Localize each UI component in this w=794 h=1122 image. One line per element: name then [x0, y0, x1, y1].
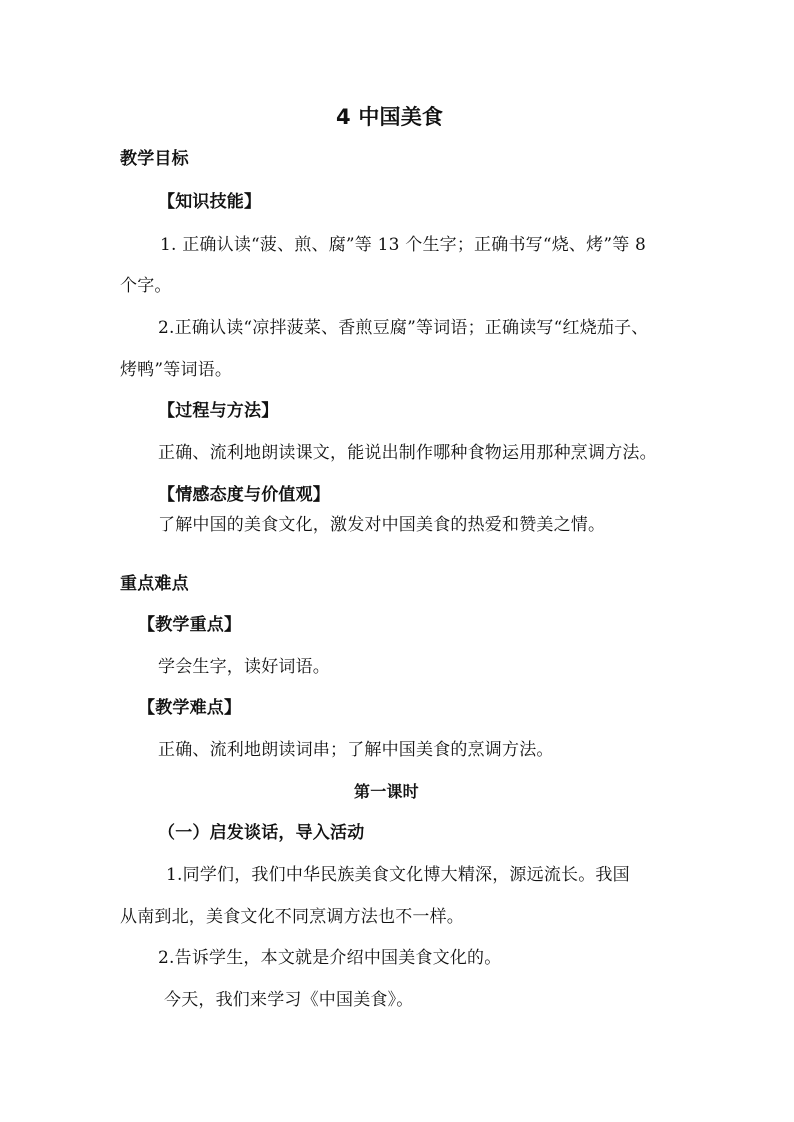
- subheading-emotion: 【情感态度与价值观】: [158, 485, 330, 505]
- page-title: 4 中国美食: [336, 105, 444, 129]
- section-heading-goals: 教学目标: [120, 149, 189, 169]
- knowledge-item-1-line-2: 个字。: [120, 276, 172, 296]
- emotion-text: 了解中国的美食文化，激发对中国美食的热爱和赞美之情。: [158, 515, 606, 535]
- subheading-knowledge: 【知识技能】: [158, 192, 262, 212]
- knowledge-item-2-line-2: 烤鸭”等词语。: [120, 360, 233, 380]
- part-heading: （一）启发谈话，导入活动: [158, 823, 365, 843]
- part-item-2: 2.告诉学生，本文就是介绍中国美食文化的。: [158, 948, 502, 968]
- subheading-focus: 【教学重点】: [138, 615, 242, 635]
- part-item-1-line-2: 从南到北，美食文化不同烹调方法也不一样。: [120, 907, 464, 927]
- part-item-3: 今天，我们来学习《中国美食》。: [164, 990, 414, 1010]
- focus-text: 学会生字，读好词语。: [158, 657, 330, 677]
- part-item-1-line-1: 1.同学们，我们中华民族美食文化博大精深，源远流长。我国: [166, 865, 630, 885]
- section-heading-key-points: 重点难点: [120, 574, 189, 594]
- process-text: 正确、流利地朗读课文，能说出制作哪种食物运用那种烹调方法。: [158, 443, 657, 463]
- subheading-difficulty: 【教学难点】: [138, 698, 242, 718]
- knowledge-item-2-line-1: 2.正确认读“凉拌菠菜、香煎豆腐”等词语；正确读写“红烧茄子、: [158, 318, 649, 338]
- subheading-process: 【过程与方法】: [158, 401, 279, 421]
- lesson-heading: 第一课时: [354, 782, 419, 801]
- difficulty-text: 正确、流利地朗读词串；了解中国美食的烹调方法。: [158, 740, 554, 760]
- knowledge-item-1-line-1: 1. 正确认读“菠、煎、腐”等 13 个生字；正确书写“烧、烤”等 8: [160, 235, 647, 255]
